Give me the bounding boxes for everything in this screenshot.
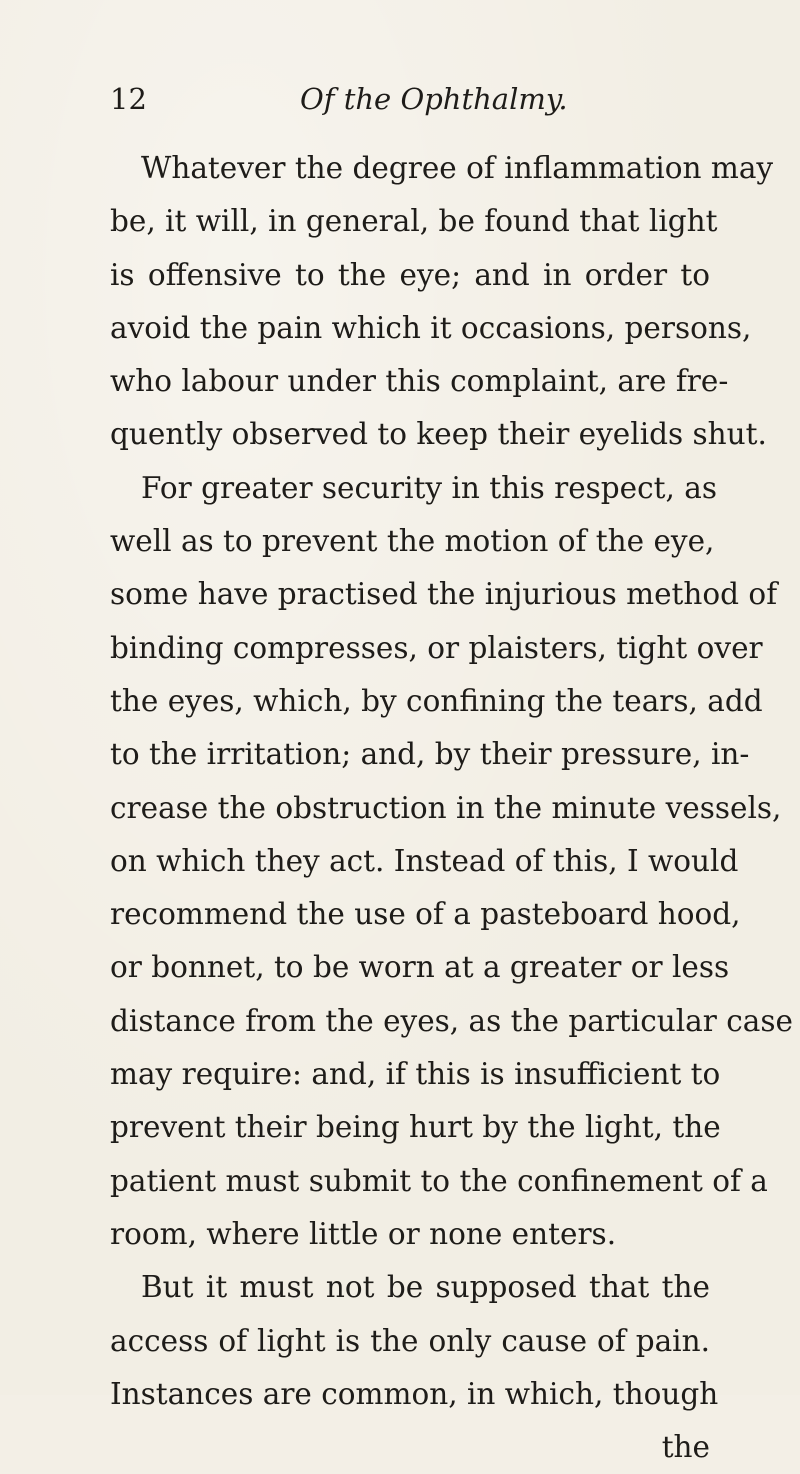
text-line: who labour under this complaint, are fre- xyxy=(110,364,729,399)
text-line: some have practised the injurious method of xyxy=(110,577,778,612)
text-line: well as to prevent the motion of the eye, xyxy=(110,524,715,559)
catchword: the xyxy=(661,1430,710,1465)
text-line: binding compresses, or plaisters, tight over xyxy=(110,630,763,665)
text-line: For greater security in this respect, as xyxy=(141,470,717,505)
page-number: 12 xyxy=(110,82,147,116)
text-line: Whatever the degree of inflammation may xyxy=(141,151,774,185)
text-line: But it must not be supposed that the xyxy=(141,1270,710,1305)
text-line: is offensive to the eye; and in order to xyxy=(110,257,710,292)
text-line: recommend the use of a pasteboard hood, xyxy=(110,897,741,932)
text-line: room, where little or none enters. xyxy=(110,1216,617,1251)
page-header xyxy=(110,82,710,122)
text-line: access of light is the only cause of pain. xyxy=(110,1323,710,1358)
text-line: may require: and, if this is insufficient to xyxy=(110,1057,721,1092)
text-line: crease the obstruction in the minute vessels, xyxy=(110,790,782,825)
text-line: patient must submit to the confinement of a xyxy=(110,1163,768,1198)
text-line: to the irritation; and, by their pressure, in- xyxy=(110,737,750,772)
text-line: or bonnet, to be worn at a greater or less xyxy=(110,950,730,985)
text-line: distance from the eyes, as the particular case xyxy=(110,1003,793,1038)
text-line: on which they act. Instead of this, I would xyxy=(110,843,739,878)
text-line: prevent their being hurt by the light, the xyxy=(110,1110,721,1145)
text-line: be, it will, in general, be found that light xyxy=(110,204,718,239)
text-line: Instances are common, in which, though xyxy=(110,1376,719,1411)
body-text xyxy=(110,142,793,1474)
text-line: quently observed to keep their eyelids shut. xyxy=(110,417,767,452)
text-line: avoid the pain which it occasions, persons, xyxy=(110,310,752,345)
running-head: Of the Ophthalmy. xyxy=(300,82,568,116)
text-line: the eyes, which, by confining the tears, add xyxy=(110,683,763,718)
